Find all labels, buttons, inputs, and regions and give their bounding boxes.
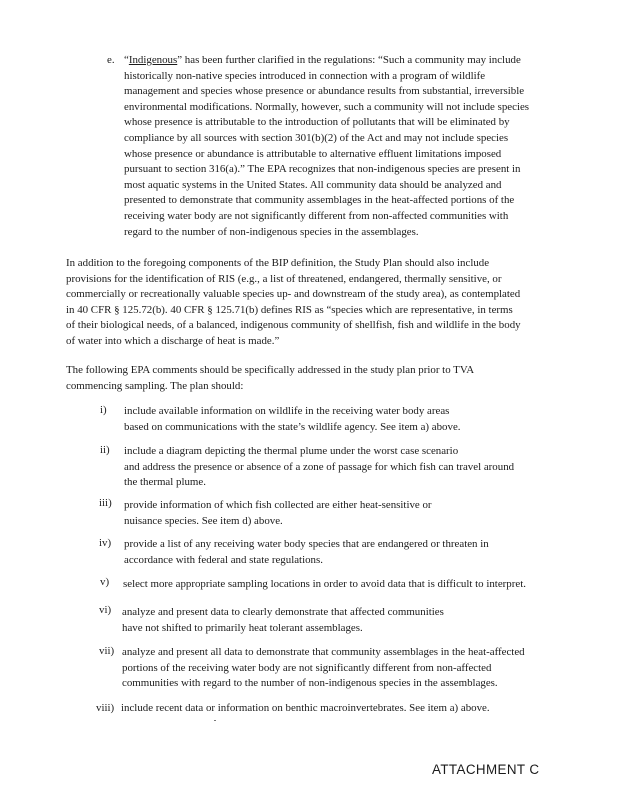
paragraph-epa-comments bbox=[66, 363, 474, 394]
text-line: and address the presence or absence of a zone of passage for which fish can travel around bbox=[124, 460, 515, 473]
text-line: historically non-native species introduced in connection with a program of wildlife bbox=[124, 69, 486, 82]
list-item-text bbox=[123, 577, 526, 593]
text-line: whose presence is attributable to the introduction of pollutants that will be eliminated by bbox=[124, 116, 510, 129]
list-item-label: vii) bbox=[99, 645, 115, 657]
text-line: pursuant to section 316(a).” The EPA recognizes that non-indigenous species are present in bbox=[124, 163, 521, 176]
text-line: The following EPA comments should be specifically addressed in the study plan prior to TVA bbox=[66, 364, 475, 376]
text-line: provisions for the identification of RIS (e.g., a list of threatened, endangered, thermally sensitive, or bbox=[66, 272, 502, 285]
list-item-text bbox=[124, 444, 514, 491]
text-line: include recent data or information on benthic macroinvertebrates. See item a) above. bbox=[121, 702, 490, 714]
text-line: of water into which a discharge of heat is made.” bbox=[66, 334, 280, 347]
text-line: analyze and present all data to demonstrate that community assemblages in the heat-affected bbox=[122, 646, 525, 658]
text-line: compliance by all sources with section 301(b)(2) of the Act and may not include species bbox=[124, 131, 509, 144]
list-item-text bbox=[122, 605, 444, 636]
text-line: commercially or recreationally valuable species up- and downstream of the study area), as contemplated bbox=[66, 288, 521, 301]
text-line: communities with regard to the number of non-indigenous species in the assemblages. bbox=[122, 677, 498, 690]
text-line: whose presence or abundance is attributable to alternative effluent limitations imposed bbox=[124, 147, 502, 160]
text-line: include available information on wildlife in the receiving water body areas bbox=[124, 405, 450, 417]
list-item-text bbox=[122, 645, 525, 692]
list-item-label: ii) bbox=[100, 444, 110, 456]
list-item-text bbox=[124, 537, 489, 568]
text-line: based on communications with the state’s wildlife agency. See item a) above. bbox=[124, 420, 461, 433]
text-line: environmental modifications. Normally, however, such a community will not include species bbox=[124, 100, 530, 113]
text-line: provide a list of any receiving water body species that are endangered or threaten in bbox=[124, 538, 489, 550]
text-line: nuisance species. See item d) above. bbox=[124, 514, 283, 527]
text-line: accordance with federal and state regulations. bbox=[124, 553, 323, 566]
item-e-text bbox=[124, 53, 529, 240]
text-line: “Indigenous” has been further clarified in the regulations: “Such a community may include bbox=[124, 54, 521, 66]
list-item-text bbox=[121, 701, 490, 717]
text-line: most aquatic systems in the United States. All community data should be analyzed and bbox=[124, 178, 502, 191]
text-line: select more appropriate sampling locations in order to avoid data that is difficult to interpret. bbox=[123, 578, 526, 590]
list-item-label: iii) bbox=[99, 497, 112, 509]
text-line: commencing sampling. The plan should: bbox=[66, 379, 244, 392]
text-line: management and species whose presence or abundance results from substantial, irreversible bbox=[124, 85, 525, 98]
list-item-text bbox=[124, 404, 461, 435]
text-line: receiving water body are not significantly different from non-affected communities with bbox=[124, 209, 509, 222]
item-e-label: e. bbox=[107, 54, 115, 66]
text-line: In addition to the foregoing components of the BIP definition, the Study Plan should also include bbox=[66, 257, 490, 269]
scan-mark bbox=[214, 720, 216, 721]
text-line: include a diagram depicting the thermal plume under the worst case scenario bbox=[124, 445, 459, 457]
list-item-label: iv) bbox=[99, 537, 112, 549]
text-line: in 40 CFR § 125.72(b). 40 CFR § 125.71(b) defines RIS as “species which are representative, in terms bbox=[66, 303, 513, 316]
list-item-label: v) bbox=[100, 576, 110, 588]
list-item-label: vi) bbox=[99, 604, 112, 616]
list-item-label: viii) bbox=[96, 702, 115, 714]
attachment-label: ATTACHMENT C bbox=[432, 762, 540, 777]
underlined-term: Indigenous bbox=[128, 54, 178, 66]
list-item-label: i) bbox=[100, 404, 107, 416]
text-line: presented to demonstrate that community assemblages in the heat-affected portions of the bbox=[124, 194, 515, 207]
paragraph-ris bbox=[66, 256, 521, 350]
list-item-text bbox=[124, 498, 432, 529]
text-line: of their biological needs, of a balanced, indigenous community of shellfish, fish and wildlife in the body bbox=[66, 319, 521, 332]
text-line: the thermal plume. bbox=[124, 476, 206, 489]
text-line: regard to the number of non-indigenous species in the assemblages. bbox=[124, 225, 419, 238]
text-line: portions of the receiving water body are not significantly different from non-affected bbox=[122, 661, 492, 674]
text-line: have not shifted to primarily heat tolerant assemblages. bbox=[122, 621, 363, 634]
text-line: analyze and present data to clearly demonstrate that affected communities bbox=[122, 606, 444, 618]
text-line: provide information of which fish collected are either heat-sensitive or bbox=[124, 499, 432, 511]
